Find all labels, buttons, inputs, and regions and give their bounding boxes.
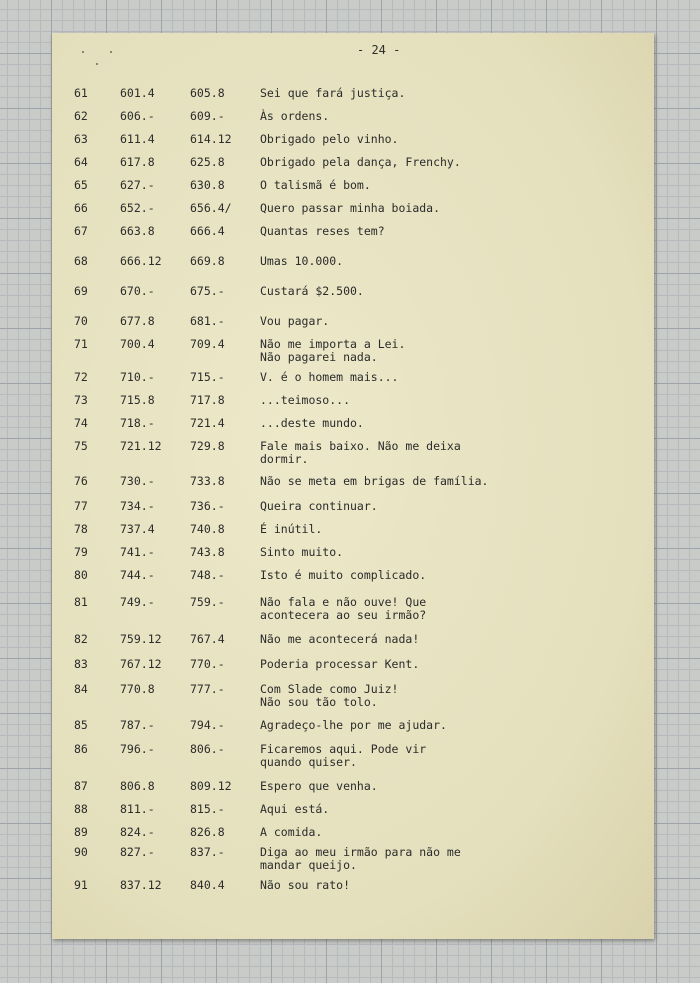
start-time: 652.-: [120, 201, 155, 215]
start-time: 700.4: [120, 337, 155, 351]
subtitle-text: Quantas reses tem?: [260, 224, 385, 238]
start-time: 611.4: [120, 132, 155, 146]
row-number: 71: [74, 337, 88, 351]
end-time: 733.8: [190, 474, 225, 488]
end-time: 666.4: [190, 224, 225, 238]
start-time: 721.12: [120, 439, 162, 453]
row-number: 61: [74, 86, 88, 100]
subtitle-text: Umas 10.000.: [260, 254, 344, 268]
subtitle-text: V. é o homem mais...: [260, 370, 399, 384]
start-time: 824.-: [120, 825, 155, 839]
row-number: 76: [74, 474, 88, 488]
end-time: 625.8: [190, 155, 225, 169]
row-number: 80: [74, 568, 88, 582]
subtitle-text: Vou pagar.: [260, 314, 330, 328]
end-time: 675.-: [190, 284, 225, 298]
row-number: 70: [74, 314, 88, 328]
row-number: 88: [74, 802, 88, 816]
start-time: 759.12: [120, 632, 162, 646]
start-time: 606.-: [120, 109, 155, 123]
row-number: 63: [74, 132, 88, 146]
start-time: 806.8: [120, 779, 155, 793]
end-time: 630.8: [190, 178, 225, 192]
row-number: 90: [74, 845, 88, 859]
start-time: 749.-: [120, 595, 155, 609]
subtitle-text: Queira continuar.: [260, 499, 378, 513]
row-number: 83: [74, 657, 88, 671]
subtitle-text: O talismã é bom.: [260, 178, 371, 192]
subtitle-text: Sinto muito.: [260, 545, 344, 559]
end-time: 605.8: [190, 86, 225, 100]
start-time: 787.-: [120, 718, 155, 732]
subtitle-text: Não sou rato!: [260, 878, 351, 892]
end-time: 840.4: [190, 878, 225, 892]
start-time: 710.-: [120, 370, 155, 384]
document-page: [52, 33, 654, 939]
subtitle-text: Aqui está.: [260, 802, 330, 816]
end-time: 826.8: [190, 825, 225, 839]
start-time: 663.8: [120, 224, 155, 238]
end-time: 656.4/: [190, 201, 232, 215]
subtitle-text: A comida.: [260, 825, 323, 839]
start-time: 767.12: [120, 657, 162, 671]
row-number: 67: [74, 224, 88, 238]
end-time: 743.8: [190, 545, 225, 559]
row-number: 86: [74, 742, 88, 756]
row-number: 82: [74, 632, 88, 646]
subtitle-text: Custará $2.500.: [260, 284, 364, 298]
start-time: 730.-: [120, 474, 155, 488]
start-time: 627.-: [120, 178, 155, 192]
subtitle-text: Poderia processar Kent.: [260, 657, 420, 671]
row-number: 74: [74, 416, 88, 430]
subtitle-text: Quero passar minha boiada.: [260, 201, 441, 215]
end-time: 740.8: [190, 522, 225, 536]
end-time: 837.-: [190, 845, 225, 859]
start-time: 677.8: [120, 314, 155, 328]
end-time: 715.-: [190, 370, 225, 384]
paper-speck: [96, 63, 98, 65]
start-time: 770.8: [120, 682, 155, 696]
subtitle-text: Isto é muito complicado.: [260, 568, 427, 582]
start-time: 670.-: [120, 284, 155, 298]
row-number: 79: [74, 545, 88, 559]
paper-speck: [110, 51, 112, 53]
row-number: 68: [74, 254, 88, 268]
row-number: 64: [74, 155, 88, 169]
start-time: 617.8: [120, 155, 155, 169]
start-time: 837.12: [120, 878, 162, 892]
start-time: 827.-: [120, 845, 155, 859]
subtitle-text: Não se meta em brigas de família.: [260, 474, 489, 488]
end-time: 809.12: [190, 779, 232, 793]
subtitle-text: Sei que fará justiça.: [260, 86, 406, 100]
row-number: 73: [74, 393, 88, 407]
row-number: 81: [74, 595, 88, 609]
end-time: 806.-: [190, 742, 225, 756]
subtitle-text: Não fala e não ouve! Que acontecera ao seu irmão?: [260, 595, 427, 622]
end-time: 767.4: [190, 632, 225, 646]
row-number: 91: [74, 878, 88, 892]
row-number: 77: [74, 499, 88, 513]
subtitle-text: Com Slade como Juiz! Não sou tão tolo.: [260, 682, 399, 709]
end-time: 721.4: [190, 416, 225, 430]
end-time: 729.8: [190, 439, 225, 453]
end-time: 609.-: [190, 109, 225, 123]
end-time: 770.-: [190, 657, 225, 671]
end-time: 748.-: [190, 568, 225, 582]
end-time: 815.-: [190, 802, 225, 816]
row-number: 66: [74, 201, 88, 215]
subtitle-text: Às ordens.: [260, 109, 330, 123]
paper-speck: [82, 51, 84, 53]
row-number: 75: [74, 439, 88, 453]
start-time: 601.4: [120, 86, 155, 100]
start-time: 718.-: [120, 416, 155, 430]
row-number: 65: [74, 178, 88, 192]
subtitle-text: Agradeço-lhe por me ajudar.: [260, 718, 447, 732]
end-time: 717.8: [190, 393, 225, 407]
subtitle-text: Não me importa a Lei. Não pagarei nada.: [260, 337, 406, 364]
row-number: 89: [74, 825, 88, 839]
row-number: 87: [74, 779, 88, 793]
row-number: 78: [74, 522, 88, 536]
end-time: 681.-: [190, 314, 225, 328]
start-time: 666.12: [120, 254, 162, 268]
subtitle-text: Ficaremos aqui. Pode vir quando quiser.: [260, 742, 427, 769]
row-number: 72: [74, 370, 88, 384]
start-time: 715.8: [120, 393, 155, 407]
start-time: 737.4: [120, 522, 155, 536]
subtitle-text: ...deste mundo.: [260, 416, 364, 430]
end-time: 709.4: [190, 337, 225, 351]
end-time: 736.-: [190, 499, 225, 513]
row-number: 85: [74, 718, 88, 732]
page-number: - 24 -: [357, 43, 401, 57]
start-time: 744.-: [120, 568, 155, 582]
subtitle-text: Obrigado pela dança, Frenchy.: [260, 155, 461, 169]
subtitle-text: É inútil.: [260, 522, 323, 536]
start-time: 796.-: [120, 742, 155, 756]
subtitle-text: Obrigado pelo vinho.: [260, 132, 399, 146]
end-time: 614.12: [190, 132, 232, 146]
start-time: 811.-: [120, 802, 155, 816]
end-time: 669.8: [190, 254, 225, 268]
row-number: 84: [74, 682, 88, 696]
row-number: 69: [74, 284, 88, 298]
row-number: 62: [74, 109, 88, 123]
subtitle-text: Fale mais baixo. Não me deixa dormir.: [260, 439, 461, 466]
start-time: 734.-: [120, 499, 155, 513]
end-time: 759.-: [190, 595, 225, 609]
start-time: 741.-: [120, 545, 155, 559]
subtitle-text: Espero que venha.: [260, 779, 378, 793]
end-time: 777.-: [190, 682, 225, 696]
end-time: 794.-: [190, 718, 225, 732]
subtitle-text: Diga ao meu irmão para não me mandar queijo.: [260, 845, 461, 872]
subtitle-text: Não me acontecerá nada!: [260, 632, 420, 646]
subtitle-text: ...teimoso...: [260, 393, 351, 407]
